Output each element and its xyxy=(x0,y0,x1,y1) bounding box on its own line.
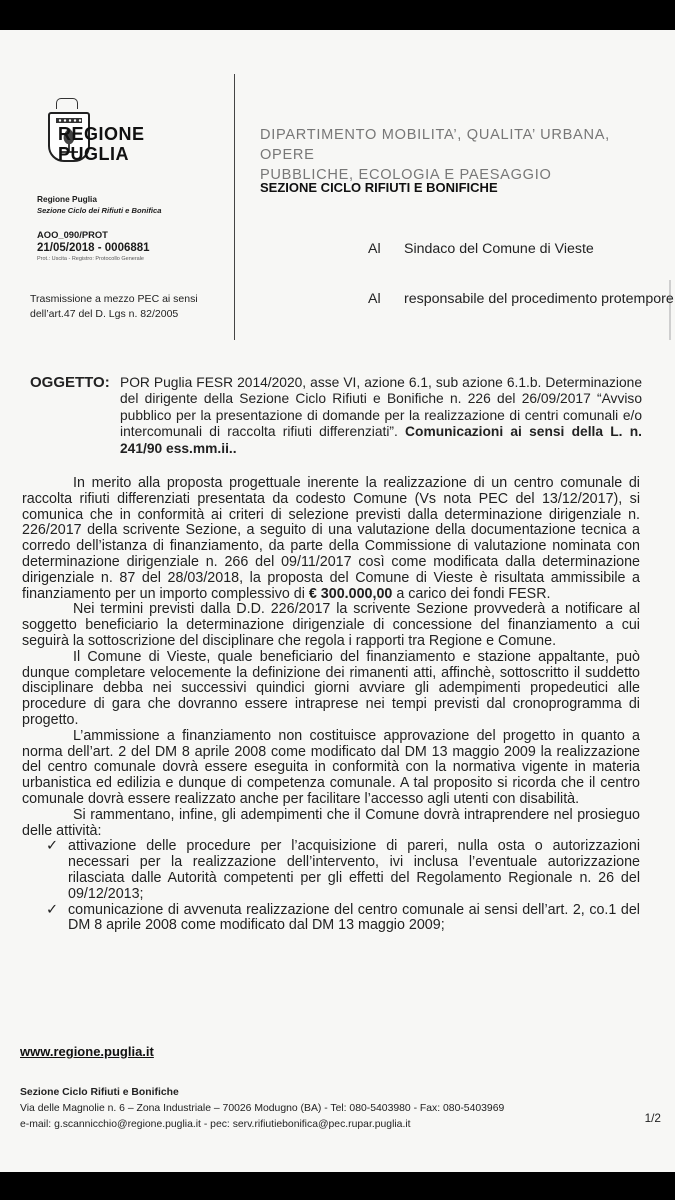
recipient-label: Al xyxy=(368,291,381,307)
transmission-line-2: dell’art.47 del D. Lgs n. 82/2005 xyxy=(30,308,179,320)
protocol-office: Sezione Ciclo dei Rifiuti e Bonifica xyxy=(37,206,162,215)
paragraph-1-end: a carico dei fondi FESR. xyxy=(392,585,551,602)
checkmark-icon: ✓ xyxy=(46,838,58,855)
page-number: 1/2 xyxy=(644,1111,661,1125)
footer-contacts: e-mail: g.scannicchio@regione.puglia.it - pec: serv.rifiutiebonifica@pec.rupar.puglia.it xyxy=(20,1119,411,1130)
recipient-text: responsabile del procedimento protempore xyxy=(404,291,674,307)
transmission-line-1: Trasmissione a mezzo PEC ai sensi xyxy=(30,293,198,305)
funding-amount: € 300.000,00 xyxy=(308,585,393,602)
website-link[interactable]: www.regione.puglia.it xyxy=(20,1044,154,1059)
list-item-text: comunicazione di avvenuta realizzazione del centro comunale ai sensi dell’art. 2, co.1 del DM 8 aprile 2008 come modificato dal DM 13 maggio 2009; xyxy=(68,901,640,934)
list-item xyxy=(22,903,640,935)
list-item xyxy=(22,839,640,902)
checkmark-icon: ✓ xyxy=(46,901,58,918)
paragraph-3: Il Comune di Vieste, quale beneficiario del finanziamento e stazione appaltante, può dunque completare velocemente la definizione dei rimanenti atti, affinchè, sottoscritto il suddetto disciplinare debba nei successivi quindici giorni avviare gli adempimenti propedeutici alle procedure di gara che dovranno essere intraprese nei tempi previsti dal cronoprogramma di progetto. xyxy=(22,648,640,728)
protocol-note: Prot.: Uscita - Registro: Protocollo Generale xyxy=(37,256,144,262)
subject-text xyxy=(120,375,642,457)
letter-body xyxy=(22,476,640,934)
recipient-text: Sindaco del Comune di Vieste xyxy=(404,241,594,257)
footer-address: Via delle Magnolie n. 6 – Zona Industriale – 70026 Modugno (BA) - Tel: 080-5403980 - Fax: 080-5403969 xyxy=(20,1103,505,1114)
protocol-number: 21/05/2018 - 0006881 xyxy=(37,242,150,254)
paragraph-4: L’ammissione a finanziamento non costituisce approvazione del progetto in quanto a norma dell’art. 2 del DM 8 aprile 2008 come modificato dal DM 13 maggio 2009 la realizzazione del centro comunale dovrà essere eseguita in conformità con la normativa vigente in materia urbanistica ed edilizia e dunque di competenza comunale. A tal proposito si ricorda che il centro comunale dovrà essere realizzato anche per facilitare l’accesso agli utenti con disabilità. xyxy=(22,727,640,807)
recipient-label: Al xyxy=(368,241,381,257)
header-divider xyxy=(234,74,235,340)
protocol-entity: Regione Puglia xyxy=(37,194,97,204)
footer xyxy=(20,1085,640,1133)
region-logo-text xyxy=(58,124,145,164)
obligations-list xyxy=(22,839,640,934)
logo-line-1: REGIONE xyxy=(58,124,145,144)
paragraph-2: Nei termini previsti dalla D.D. 226/2017 la scrivente Sezione provvederà a notificare al soggetto beneficiario la determinazione dirigenziale di concessione del finanziamento a cui seguirà la sottoscrizione del disciplinare che regola i rapporti tra Regione e Comune. xyxy=(22,601,640,649)
paragraph-1 xyxy=(22,476,640,602)
logo-line-2: PUGLIA xyxy=(58,144,130,164)
document-page xyxy=(0,30,675,1172)
subject-body: POR Puglia FESR 2014/2020, asse VI, azione 6.1, sub azione 6.1.b. Determinazione del dirigente della Sezione Ciclo Rifiuti e Bonifiche n. 226 del 26/09/2017 “Avviso pubblico per la presentazione di domande per la realizzazione di centri comunali e/o intercomunali di raccolta rifiuti differenziati”. xyxy=(120,375,642,440)
subject-label: OGGETTO: xyxy=(30,374,110,391)
protocol-stamp xyxy=(37,194,227,263)
department-heading xyxy=(260,125,660,185)
protocol-code: AOO_090/PROT xyxy=(37,229,108,240)
department-line-1: DIPARTIMENTO MOBILITA’, QUALITA’ URBANA, OPERE xyxy=(260,127,610,163)
paragraph-5: Si rammentano, infine, gli adempimenti che il Comune dovrà intraprendere nel prosieguo delle attività: xyxy=(22,806,640,839)
subject-bold: Comunicazioni ai sensi della L. n. 241/90 ess.mm.ii.. xyxy=(120,424,642,456)
section-heading: SEZIONE CICLO RIFIUTI E BONIFICHE xyxy=(260,180,498,195)
list-item-text: attivazione delle procedure per l’acquisizione di pareri, nulla osta o autorizzazioni necessari per la realizzazione dell’intervento, ivi inclusa l’eventuale autorizzazione rilasciata dalle Autorità competenti per gli effetti del Regolamento Regionale n. 26 del 09/12/2013; xyxy=(68,838,640,902)
transmission-note xyxy=(30,292,230,322)
page-edge-shadow xyxy=(669,280,671,340)
paragraph-1-text: In merito alla proposta progettuale inerente la realizzazione di un centro comunale di raccolta rifiuti differenziati presentata da codesto Comune (Vs nota PEC del 13/12/2017), si comunica che in conformità ai criteri di selezione previsti dalla determinazione dirigenziale n. 226/2017 della scrivente Sezione, a seguito di una valutazione della documentazione tecnica a corredo dell’istanza di finanziamento, da parte della Commissione di valutazione nominata con determinazione dirigenziale n. 266 del 09/11/2017 così come modificata dalla determinazione dirigenziale n. 87 del 28/03/2018, la proposta del Comune di Vieste è risultata ammissibile a finanziamento per un importo complessivo di xyxy=(22,475,640,602)
footer-section: Sezione Ciclo Rifiuti e Bonifiche xyxy=(20,1087,179,1098)
department-line-2: PUBBLICHE, ECOLOGIA E PAESAGGIO xyxy=(260,167,552,183)
